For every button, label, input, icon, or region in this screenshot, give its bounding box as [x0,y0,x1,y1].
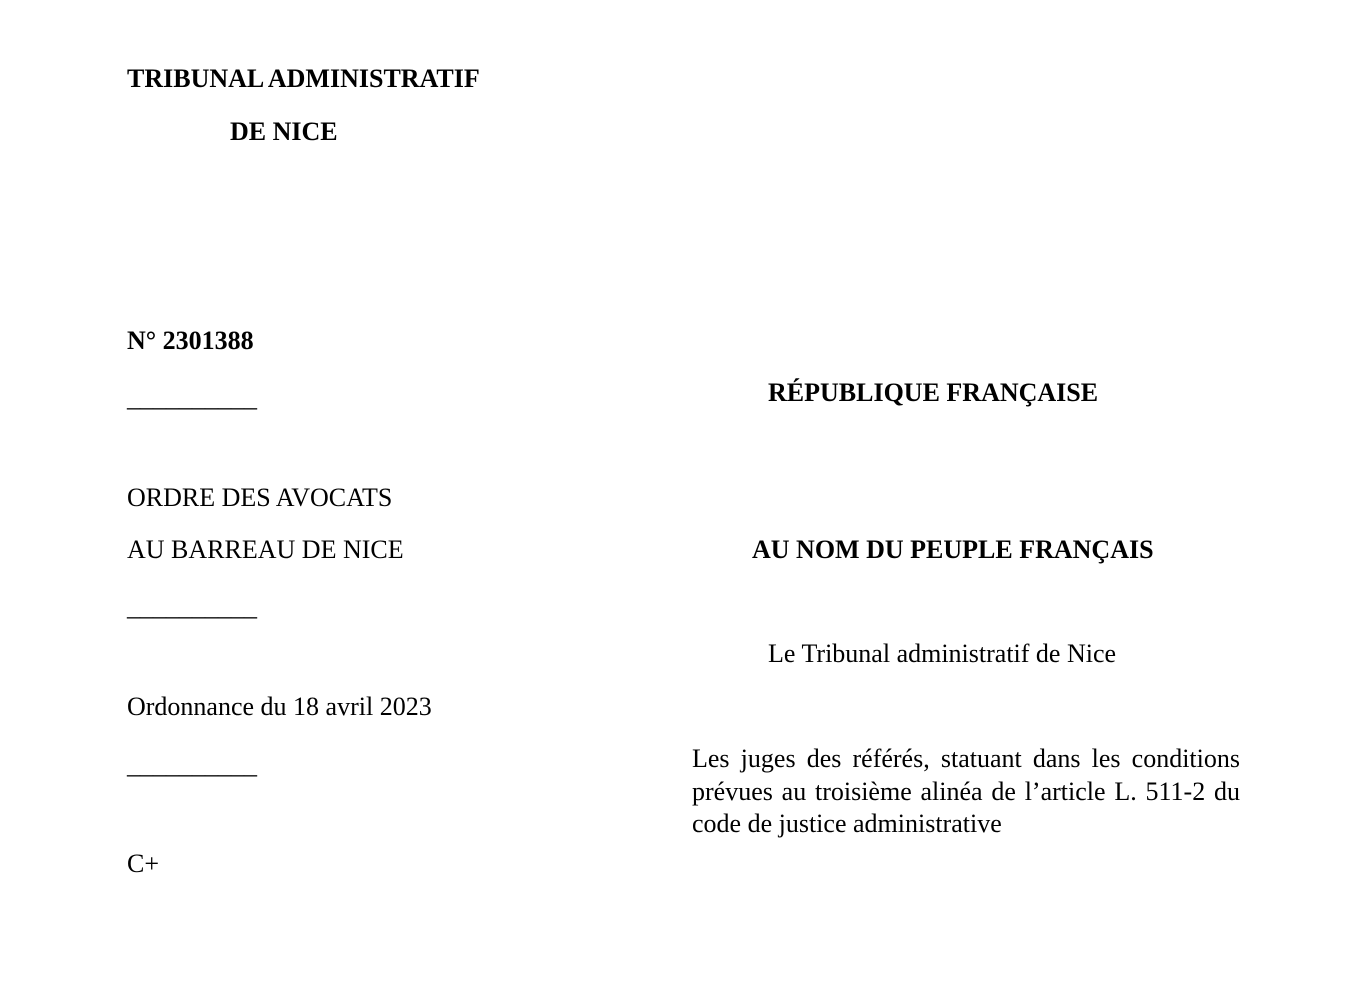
classification-code: C+ [127,849,160,878]
statement-paragraph: Les juges des référés, statuant dans les conditions prévues au troisième alinéa de l’article L. 511-2 du code de justice administrative [692,744,1240,838]
court-name-line2: DE NICE [230,117,338,146]
separator-3: __________ [127,750,257,779]
party-name-line1: ORDRE DES AVOCATS [127,483,393,512]
republic-heading: RÉPUBLIQUE FRANÇAISE [768,378,1099,407]
separator-2: __________ [127,592,257,621]
party-name-line2: AU BARREAU DE NICE [127,535,404,564]
people-heading: AU NOM DU PEUPLE FRANÇAIS [752,535,1154,564]
separator-1: __________ [127,383,257,412]
tribunal-heading: Le Tribunal administratif de Nice [768,639,1117,668]
ordonnance-date: Ordonnance du 18 avril 2023 [127,692,432,721]
court-name-line1: TRIBUNAL ADMINISTRATIF [127,64,480,93]
case-number: N° 2301388 [127,326,254,355]
